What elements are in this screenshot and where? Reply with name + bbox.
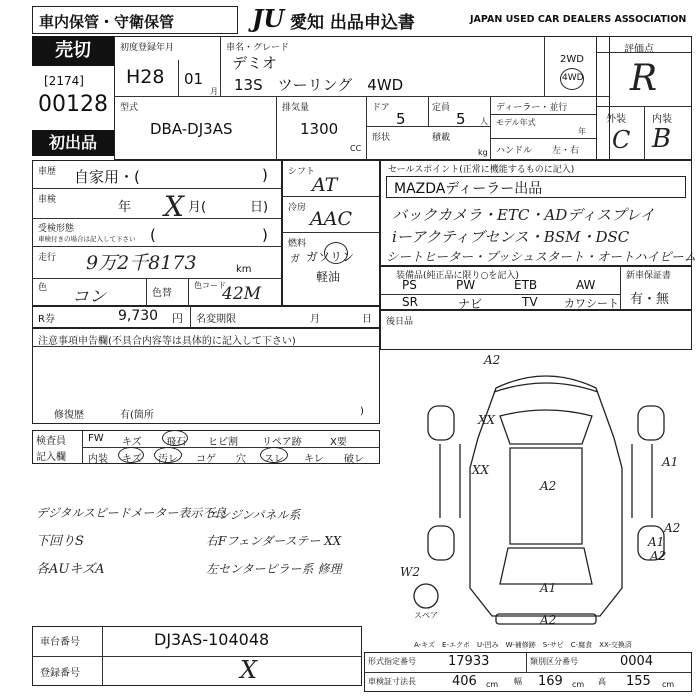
equip-pw: PW xyxy=(456,278,476,292)
era-year: H28 xyxy=(126,66,165,88)
receipt-label: 受検形態 xyxy=(38,224,75,234)
interior-label: 内装 xyxy=(652,114,672,125)
height-unit: cm xyxy=(662,680,675,689)
damage-mark: XX xyxy=(478,413,496,427)
equip-ps: PS xyxy=(402,278,417,292)
equip-navi: ナビ xyxy=(458,297,483,311)
expiry-label: 名変期限 xyxy=(196,314,236,325)
lot-number: 00128 xyxy=(38,92,108,117)
selling-point-line-3: シートヒーター・プッシュスタート・オートハイビーム xyxy=(386,249,697,264)
selling-points-label: セールスポイント(正常に機能するものに記入) xyxy=(388,165,575,175)
exterior-label: 外装 xyxy=(606,114,626,125)
interior-cell: 汚レ xyxy=(158,454,178,465)
new-car-label: 新車保証書 xyxy=(626,271,672,281)
front-left-wheel xyxy=(428,406,454,440)
type-label: 形式指定番号 xyxy=(368,657,416,666)
equip-etb: ETB xyxy=(514,278,538,292)
inspector-label-1: 検査員 xyxy=(36,436,66,447)
doors-label: ドア xyxy=(372,103,390,113)
damage-mark: A1 xyxy=(662,455,679,469)
dirt-circle xyxy=(154,447,182,463)
roof xyxy=(510,448,582,544)
fw-cell: ヒビ割 xyxy=(208,437,238,448)
inspector-note-3: 各AUキズA xyxy=(36,562,105,577)
width-value: 169 xyxy=(538,674,563,689)
4wd-label: 4WD xyxy=(562,73,584,83)
length-value: 406 xyxy=(452,674,477,689)
interior-cell: キズ xyxy=(122,454,142,465)
class-label: 類別区分番号 xyxy=(530,657,578,666)
receipt-note: 車検付きの場合は記入して下さい xyxy=(38,235,136,243)
doors-value: 5 xyxy=(396,110,406,128)
damage-mark: A1 xyxy=(540,581,557,595)
wear-circle xyxy=(260,447,288,463)
selling-points-printed: MAZDAディーラー出品 xyxy=(394,181,543,197)
mileage-label: 走行 xyxy=(38,253,57,263)
color-value: コン xyxy=(72,287,106,307)
interior-cell: コゲ xyxy=(196,454,216,465)
damage-mark: A1 xyxy=(648,535,665,549)
width-unit: cm xyxy=(572,680,585,689)
class-value: 0004 xyxy=(620,654,654,669)
fuel-label: 燃料 xyxy=(288,239,307,249)
selling-point-line-2: iーアクティブセンス・BSM・DSC xyxy=(392,228,630,246)
inspection-mark: X xyxy=(164,190,184,223)
right-side-panel xyxy=(632,444,652,518)
history-value: 自家用・( xyxy=(74,168,140,186)
diagram-legend: A-キズ E-エクボ U-凹み W-補修跡 S-サビ C-腐食 XX-交換済 xyxy=(414,641,632,649)
chip-circle xyxy=(162,430,188,446)
inspection-label: 車検 xyxy=(38,195,57,205)
damage-mark: A2 xyxy=(664,521,681,535)
score-label: 評価点 xyxy=(624,44,654,55)
fuel-gas: ガソリン xyxy=(306,250,355,264)
equip-aw: AW xyxy=(576,278,596,292)
vehicle-name: デミオ xyxy=(232,54,278,72)
vehicle-block xyxy=(114,36,610,160)
inspection-month: 月( xyxy=(188,200,207,215)
fuel-circle xyxy=(324,242,348,264)
handle-label: ハンドル xyxy=(496,146,533,156)
r-ticket-value: 9,730 xyxy=(118,308,159,324)
handle-options: 左・右 xyxy=(552,146,580,156)
displacement-label: 排気量 xyxy=(282,103,310,113)
width-label: 幅 xyxy=(514,677,522,686)
interior-cell: キレ xyxy=(304,454,324,465)
chassis-value: DJ3AS-104048 xyxy=(154,630,270,649)
r-ticket-unit: 円 xyxy=(172,312,183,325)
first-reg-label: 初度登録年月 xyxy=(120,43,175,53)
new-car-value: 有・無 xyxy=(630,292,670,307)
equip-sr: SR xyxy=(402,295,418,309)
shift-value: AT xyxy=(312,174,338,196)
score-value: R xyxy=(630,58,658,99)
ju-logo: JU xyxy=(252,4,285,33)
model-year-label: モデル年式 xyxy=(496,118,536,127)
color-change-label: 色替 xyxy=(152,288,172,299)
damage-mark: A2 xyxy=(540,479,557,493)
first-listing-badge: 初出品 xyxy=(32,130,114,156)
inspector-note-4: エンジンパネル系 xyxy=(206,508,301,522)
displacement-unit: CC xyxy=(350,144,362,153)
color-code: 42M xyxy=(222,284,262,304)
inspector-note-5: 右Fフェンダーステー XX xyxy=(206,534,342,548)
interior-value: B xyxy=(652,124,672,154)
model-value: DBA-DJ3AS xyxy=(150,120,233,138)
storage-box xyxy=(32,6,238,34)
repair-close: ) xyxy=(360,406,364,417)
capacity-unit: 人 xyxy=(480,117,488,126)
vehicle-grade: 13S ツーリング 4WD xyxy=(234,76,404,94)
ac-value: AAC xyxy=(310,208,352,230)
spare-tire xyxy=(414,584,438,608)
height-label: 高 xyxy=(598,677,606,686)
inspector-note-1: デジタルスピードメーター表示不良 xyxy=(36,506,227,520)
car-body-outline xyxy=(470,376,622,616)
history-label: 車歴 xyxy=(38,167,57,177)
receipt-close: ) xyxy=(262,226,268,244)
repair-label: 修復歴 xyxy=(54,410,84,421)
fw-cell: キズ xyxy=(122,437,142,448)
scratch-circle xyxy=(118,447,144,463)
history-close: ) xyxy=(262,166,268,184)
name-grade-label: 車名・グレード xyxy=(226,43,290,53)
r-ticket-label: R券 xyxy=(38,314,55,325)
ac-label: 冷房 xyxy=(288,203,307,213)
reg-month: 01 xyxy=(184,70,204,88)
left-side-panel xyxy=(440,444,460,518)
front-windshield xyxy=(500,410,592,444)
type-value: 17933 xyxy=(448,654,490,669)
storage-label: 車内保管・守衛保管 xyxy=(39,13,175,31)
mileage-unit: km xyxy=(236,264,252,275)
org-english: JAPAN USED CAR DEALERS ASSOCIATION xyxy=(470,14,687,25)
mileage-value: 9万2千8173 xyxy=(86,252,197,274)
color-code-label: 色コード xyxy=(194,281,226,290)
length-unit: cm xyxy=(486,680,499,689)
receipt-open: ( xyxy=(150,226,156,244)
fuel-other: ガ xyxy=(290,254,300,265)
fw-cell: X要 xyxy=(330,437,347,448)
model-label: 型式 xyxy=(120,103,139,113)
hood xyxy=(494,383,598,392)
interior-cell: 穴 xyxy=(236,454,246,465)
reg-month-unit: 月 xyxy=(210,87,218,96)
inspector-label-2: 記入欄 xyxy=(36,452,66,463)
capacity-value: 5 xyxy=(456,110,466,128)
expiry-month: 月 xyxy=(310,314,320,325)
length-label: 車検証寸法長 xyxy=(368,677,416,686)
reg-number-value: X xyxy=(240,656,258,684)
equip-seat: カワシート xyxy=(564,297,619,310)
shift-label: シフト xyxy=(288,167,316,177)
interior-cell: 破レ xyxy=(344,454,364,465)
lot-code: [2174] xyxy=(44,74,84,88)
front-right-wheel xyxy=(638,406,664,440)
damage-mark: XX xyxy=(472,463,490,477)
sold-badge: 売切 xyxy=(32,36,114,66)
damage-mark: A2 xyxy=(484,353,501,367)
exterior-value: C xyxy=(612,126,631,154)
car-damage-diagram xyxy=(400,348,692,628)
repair-value: 有(箇所 xyxy=(120,410,154,421)
fw-cell: リペア跡 xyxy=(262,437,302,448)
rear-left-wheel xyxy=(428,526,454,560)
loading-label: 積載 xyxy=(432,133,451,143)
interior-cell: スレ xyxy=(264,454,284,465)
displacement-value: 1300 xyxy=(300,120,339,138)
damage-mark: A2 xyxy=(540,613,557,627)
equip-tv: TV xyxy=(522,295,538,309)
damage-mark: A2 xyxy=(650,549,667,563)
model-year-unit: 年 xyxy=(578,127,586,136)
2wd-label: 2WD xyxy=(560,54,584,65)
inspector-note-6: 左センターピラー系 修理 xyxy=(206,562,342,576)
equipment-label: 装備品(純正品に限り○を記入) xyxy=(396,271,519,281)
interior-cell: 内装 xyxy=(88,454,108,465)
inspection-day: 日) xyxy=(250,200,269,215)
inspection-year: 年 xyxy=(118,200,132,215)
dealer-label: ディーラー・並行 xyxy=(496,103,568,113)
selling-point-line-1: バックカメラ・ETC・ADディスプレイ xyxy=(392,206,655,224)
reg-number-label: 登録番号 xyxy=(40,668,80,679)
fuel-diesel: 軽油 xyxy=(316,270,341,284)
fw-cell: 飛石 xyxy=(166,437,186,448)
expiry-day: 日 xyxy=(362,314,372,325)
inspector-note-2: 下回りS xyxy=(36,534,84,549)
org-title: 愛知 出品申込書 xyxy=(290,13,415,33)
capacity-label: 定員 xyxy=(432,103,451,113)
later-items-block xyxy=(380,310,692,350)
fw-cell: FW xyxy=(88,433,104,444)
shape-label: 形状 xyxy=(372,133,391,143)
rear-windshield xyxy=(500,548,592,584)
spare-label: スペア xyxy=(414,611,438,620)
color-label: 色 xyxy=(38,283,48,293)
later-items-label: 後日品 xyxy=(386,317,414,327)
notes-label: 注意事項申告欄(不具合内容等は具体的に記入して下さい) xyxy=(38,336,296,347)
damage-mark: W2 xyxy=(400,565,420,579)
chassis-label: 車台番号 xyxy=(40,637,80,648)
height-value: 155 xyxy=(626,674,651,689)
loading-unit: kg xyxy=(478,148,488,157)
